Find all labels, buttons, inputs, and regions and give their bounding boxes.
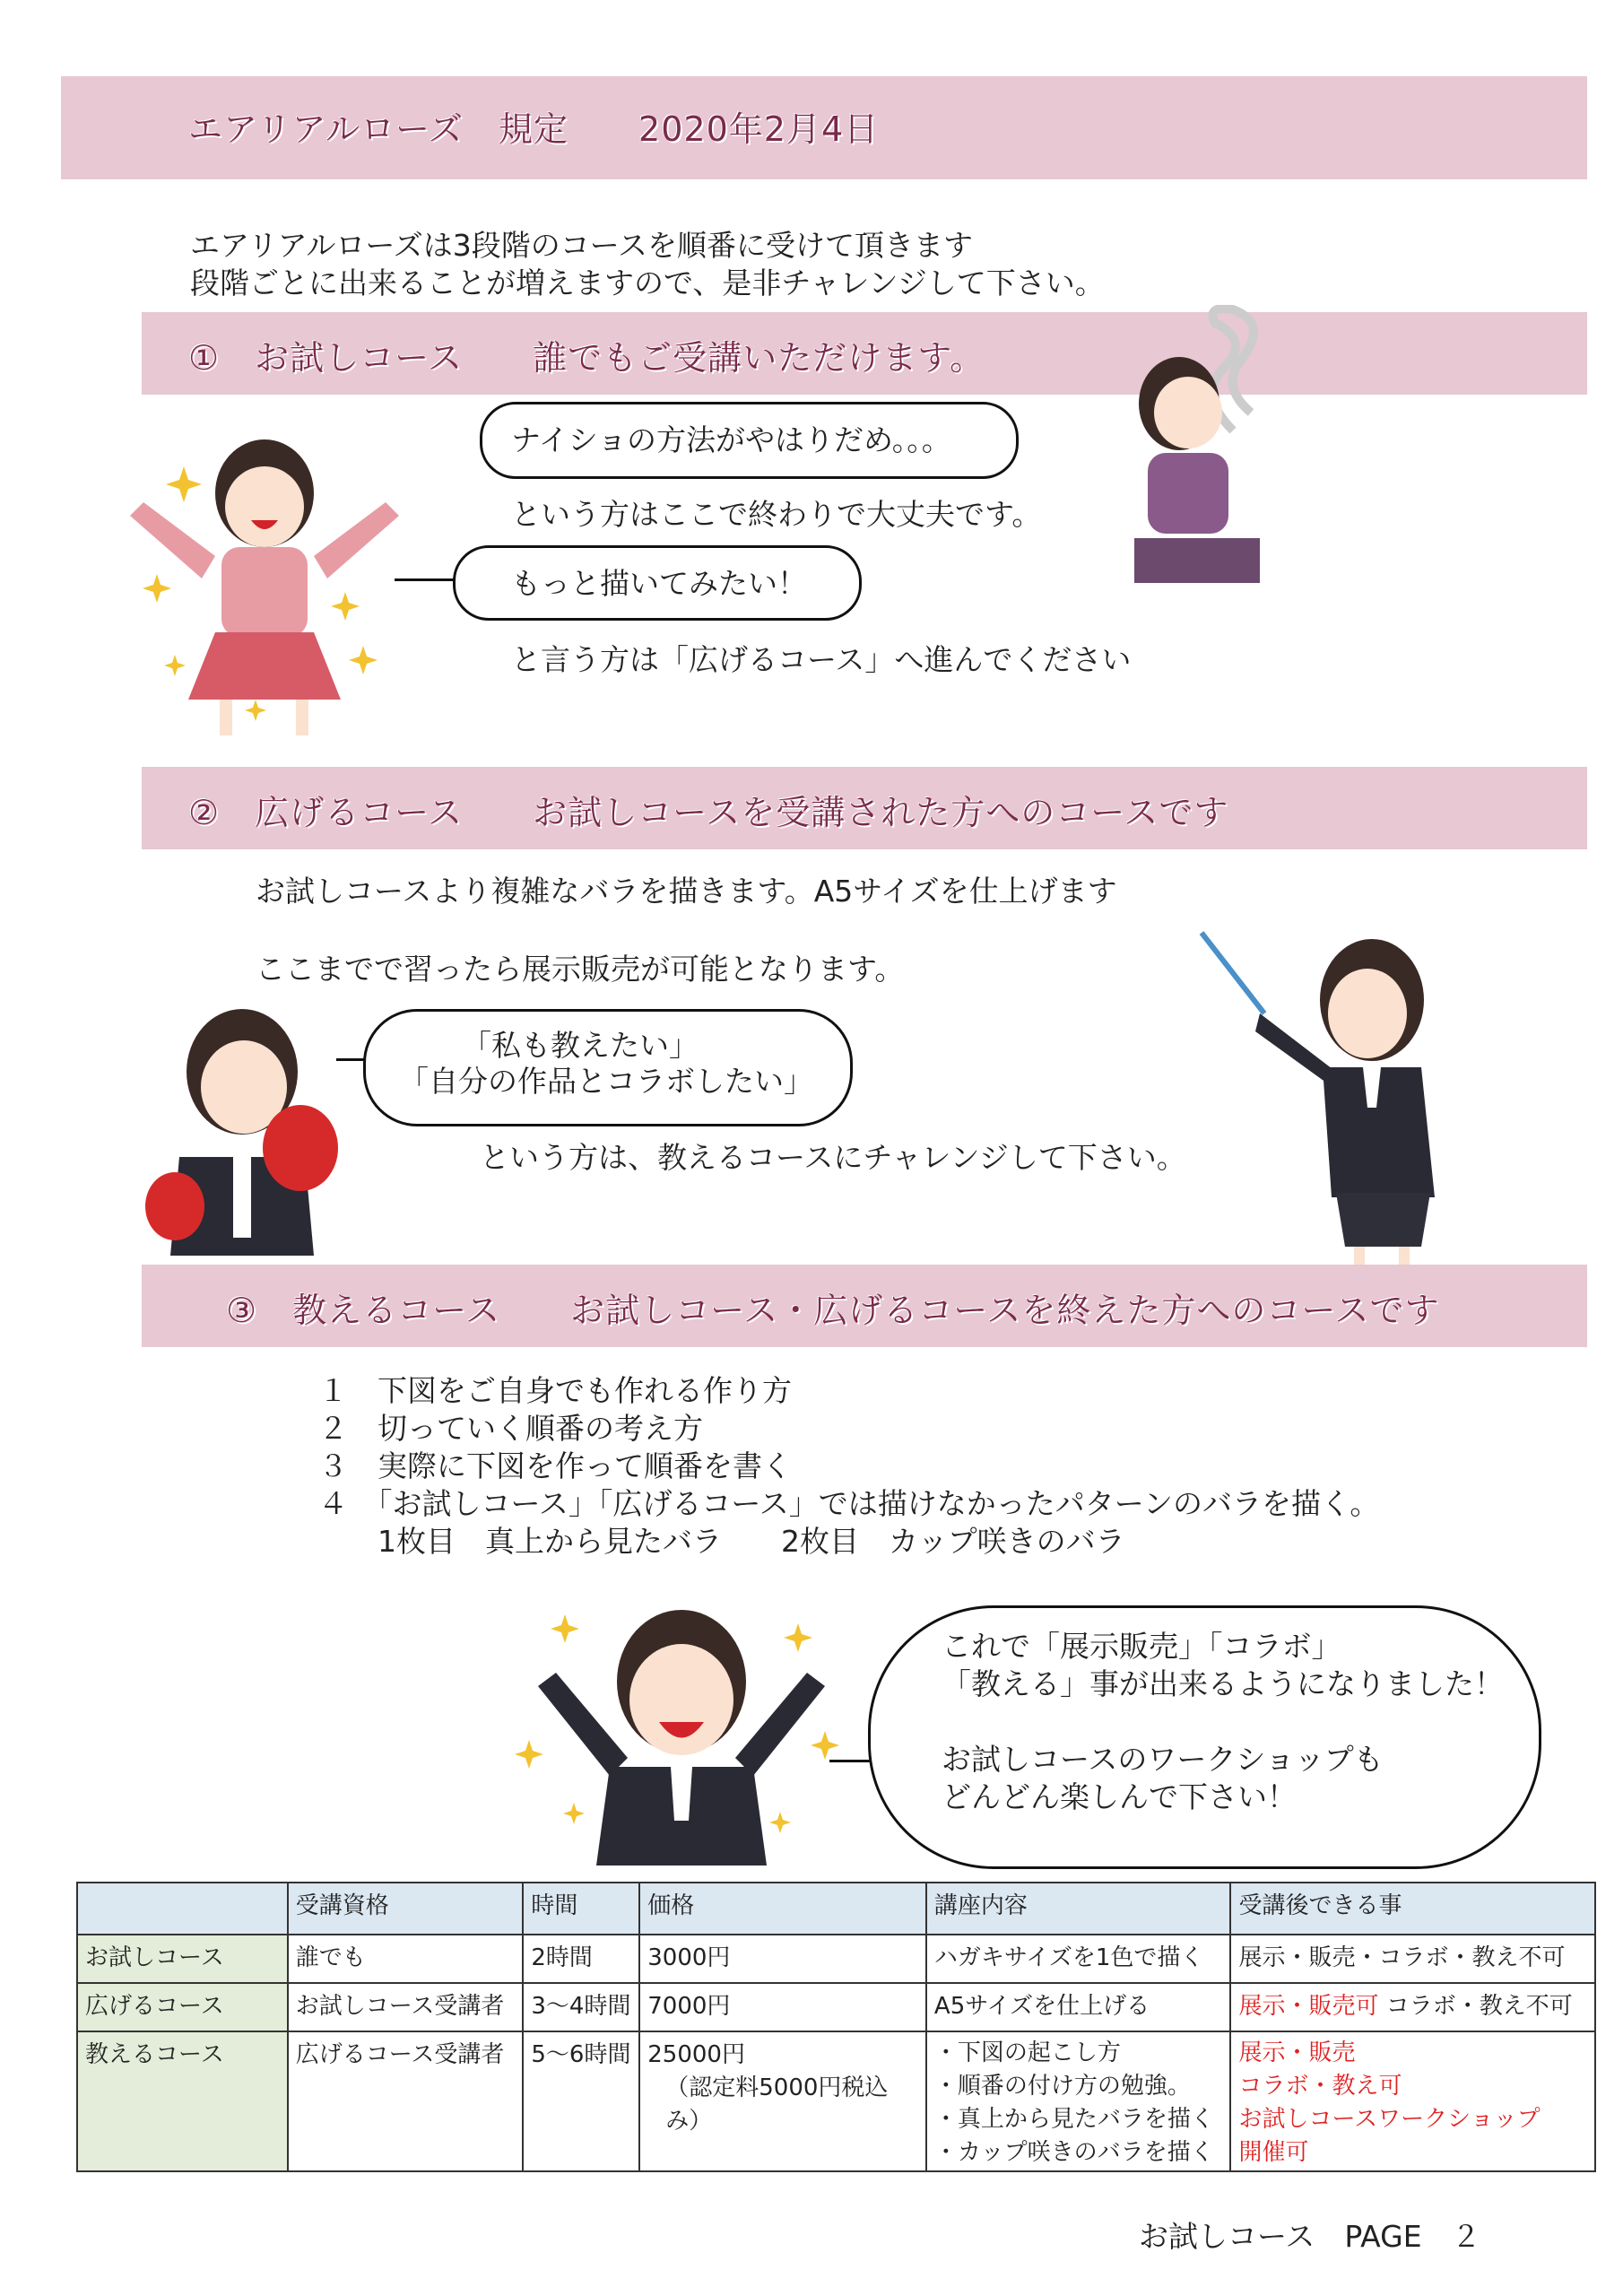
table-header-cell: 受講資格: [288, 1883, 524, 1935]
table-header-row: [77, 1883, 1595, 1935]
table-cell: 5〜6時間: [523, 2031, 639, 2171]
cheering-woman-illustration: [121, 430, 417, 753]
table-cell: A5サイズを仕上げる: [926, 1983, 1231, 2031]
table-row: [77, 2031, 1595, 2171]
section1-note-2: と言う方は「広げるコース」へ進んでください: [511, 642, 1132, 677]
section3-item-3: ３ 実際に下図を作って順番を書く: [318, 1448, 792, 1483]
table-header-cell: 価格: [639, 1883, 926, 1935]
content-line: ・順番の付け方の勉強。: [933, 2073, 1191, 2100]
section2-line-2: ここまでで習ったら展示販売が可能となります。: [256, 952, 905, 987]
speech-bubble-congrats-line-4: どんどん楽しんで下さい！: [942, 1779, 1297, 1814]
table-header-cell: [77, 1883, 288, 1935]
speech-bubble-tail: [829, 1760, 874, 1762]
table-cell: [926, 2031, 1231, 2171]
boxing-woman-illustration: [135, 1004, 368, 1265]
table-row-head: 教えるコース: [77, 2031, 288, 2171]
celebrating-woman-illustration: [511, 1596, 852, 1866]
speech-bubble-congrats-line-3: お試しコースのワークショップも: [942, 1742, 1384, 1777]
speech-bubble-secret-text: ナイショの方法がやはりだめ。。。: [511, 422, 951, 457]
after-course-red-text: 展示・販売可: [1238, 1993, 1379, 2020]
fainting-woman-illustration: [1125, 305, 1305, 592]
section3-item-1: １ 下図をご自身でも作れる作り方: [318, 1373, 792, 1408]
after-course-line: お試しコースワークショップ: [1238, 2106, 1541, 2133]
table-cell: 2時間: [523, 1935, 639, 1983]
section3-item-4: ４ 「お試しコース」「広げるコース」では描けなかったパターンのバラを描く。: [318, 1486, 1380, 1521]
table-row-head: お試しコース: [77, 1935, 288, 1983]
table-cell: ハガキサイズを1色で描く: [926, 1935, 1231, 1983]
section1-note-1: という方はここで終わりで大丈夫です。: [511, 497, 1042, 532]
price-value: 25000円: [647, 2041, 745, 2068]
section2-note: という方は、教えるコースにチャレンジして下さい。: [480, 1140, 1186, 1175]
table-cell: 誰でも: [288, 1935, 524, 1983]
table-cell: [639, 2031, 926, 2171]
table-cell: 展示・販売・コラボ・教え不可: [1230, 1935, 1595, 1983]
after-course-line: 開催可: [1238, 2139, 1309, 2166]
table-header-cell: 時間: [523, 1883, 639, 1935]
table-header-cell: 講座内容: [926, 1883, 1231, 1935]
price-note: （認定料5000円税込み）: [665, 2074, 889, 2135]
table-cell: [1230, 2031, 1595, 2171]
table-row: [77, 1983, 1595, 2031]
table-cell: 3〜4時間: [523, 1983, 639, 2031]
after-course-line: 展示・販売: [1238, 2039, 1356, 2066]
speech-bubble-congrats-line-1: これで「展示販売」「コラボ」: [942, 1629, 1341, 1664]
section2-line-1: お試しコースより複雑なバラを描きます。A5サイズを仕上げます: [256, 874, 1117, 909]
speech-bubble-teach-line-2: 「自分の作品とコラボしたい」: [399, 1064, 813, 1099]
section1-title: ① お試しコース 誰でもご受講いただけます。: [188, 338, 985, 378]
teacher-woman-illustration: [1193, 928, 1480, 1287]
section2-title: ② 広げるコース お試しコースを受講された方へのコースです: [188, 793, 1229, 832]
after-course-line: コラボ・教え可: [1238, 2073, 1402, 2100]
table-row: [77, 1935, 1595, 1983]
section3-title: ③ 教えるコース お試しコース・広げるコースを終えた方へのコースです: [226, 1291, 1440, 1330]
section3-item-5: 1枚目 真上から見たバラ 2枚目 カップ咲きのバラ: [318, 1524, 1125, 1559]
table-header-cell: 受講後できる事: [1230, 1883, 1595, 1935]
speech-bubble-teach-line-1: 「私も教えたい」: [462, 1028, 699, 1063]
speech-bubble-tail: [395, 578, 457, 581]
table-cell: 広げるコース受講者: [288, 2031, 524, 2171]
course-table: [76, 1882, 1596, 2172]
speech-bubble-more-text: もっと描いてみたい！: [511, 566, 807, 601]
intro-line-2: 段階ごとに出来ることが増えますので、是非チャレンジして下さい。: [190, 265, 1105, 300]
section3-item-2: ２ 切っていく順番の考え方: [318, 1411, 703, 1446]
page-footer: お試しコース PAGE ２: [1139, 2219, 1481, 2254]
table-cell: [1230, 1983, 1595, 2031]
content-line: ・真上から見たバラを描く: [933, 2106, 1214, 2133]
page-title: エアリアルローズ 規定 2020年2月4日: [188, 109, 880, 149]
table-cell: 7000円: [639, 1983, 926, 2031]
after-course-black-text: コラボ・教え不可: [1385, 1993, 1573, 2020]
content-line: ・カップ咲きのバラを描く: [933, 2139, 1214, 2166]
table-row-head: 広げるコース: [77, 1983, 288, 2031]
table-cell: 3000円: [639, 1935, 926, 1983]
content-line: ・下図の起こし方: [933, 2039, 1121, 2066]
intro-line-1: エアリアルローズは3段階のコースを順番に受けて頂きます: [190, 228, 974, 263]
table-cell: お試しコース受講者: [288, 1983, 524, 2031]
speech-bubble-congrats-line-2: 「教える」事が出来るようになりました！: [942, 1666, 1504, 1701]
